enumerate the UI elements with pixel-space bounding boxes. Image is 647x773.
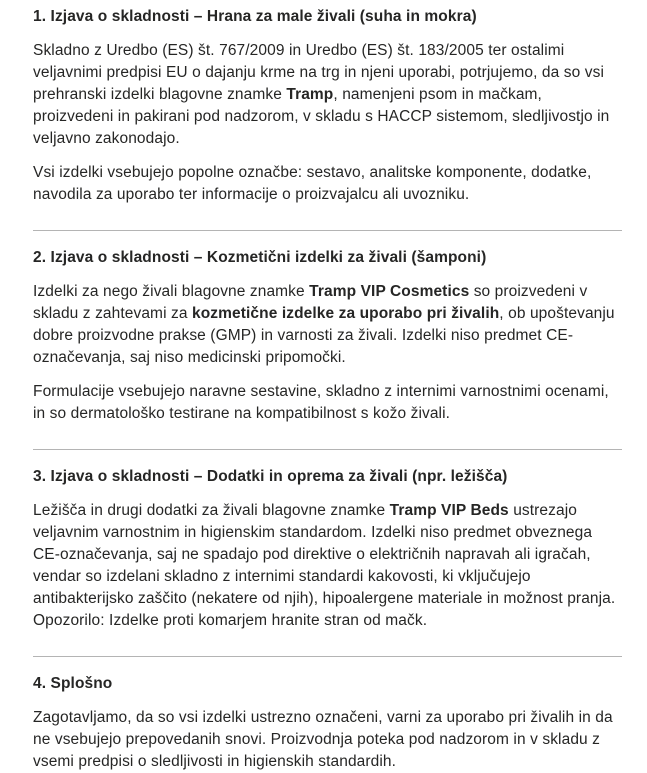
paragraph: [33, 162, 622, 206]
text-run: Izdelki za nego živali blagovne znamke: [33, 283, 310, 300]
text-run: , namenjeni psom in mačkam, proizvedeni in pakirani pod nadzorom, v skladu s HACCP sistemom, sledljivostjo in veljavno zakonodajo.: [33, 86, 610, 147]
text-run: so proizvedeni v skladu z zahtevami za: [33, 283, 588, 322]
paragraph: [33, 500, 622, 632]
section-divider: [33, 656, 622, 657]
paragraph: [33, 281, 622, 369]
section-heading-2: 2. Izjava o skladnosti – Kozmetični izdelki za živali (šamponi): [33, 249, 487, 266]
text-run: Formulacije vsebujejo naravne sestavine, skladno z internimi varnostnimi ocenami, in so dermatološko testirane na kompatibilnost s kožo živali.: [33, 383, 609, 422]
text-run: Zagotavljamo, da so vsi izdelki ustrezno označeni, varni za uporabo pri živalih in da ne vsebujejo prepovedanih snovi. Proizvodnja poteka pod nadzorom in v skladu z vsemi predpisi o sledljivosti in higienskih standardih.: [33, 709, 613, 770]
text-run: Vsi izdelki vsebujejo popolne označbe: sestavo, analitske komponente, dodatke, navodila za uporabo ter informacije o proizvajalcu ali uvozniku.: [33, 164, 592, 203]
bold-text: Tramp VIP Beds: [389, 502, 509, 519]
paragraph: [33, 707, 622, 773]
section-heading-1: 1. Izjava o skladnosti – Hrana za male živali (suha in mokra): [33, 8, 477, 25]
paragraph: [33, 40, 622, 150]
text-run: ustrezajo veljavnim varnostnim in higienskim standardom. Izdelki niso predmet obveznega CE-označevanja, saj ne spadajo pod direktive o električnih napravah ali igračah, vendar so izdelani skladno z internimi standardi kakovosti, ki vključujejo antibakterijsko zaščito (nekatere od njih), hipoalergene materiale in možnost pranja. Opozorilo: Izdelke proti komarjem hranite stran od mačk.: [33, 502, 616, 629]
bold-text: kozmetične izdelke za uporabo pri živalih: [192, 305, 500, 322]
section-heading-3: 3. Izjava o skladnosti – Dodatki in oprema za živali (npr. ležišča): [33, 468, 508, 485]
section-divider: [33, 230, 622, 231]
bold-text: Tramp: [286, 86, 334, 103]
text-run: , ob upoštevanju dobre proizvodne prakse (GMP) in varnosti za živali. Izdelki niso predmet CE-označevanja, saj niso medicinski pripomočki.: [33, 305, 615, 366]
text-run: Ležišča in drugi dodatki za živali blagovne znamke: [33, 502, 390, 519]
text-run: Skladno z Uredbo (ES) št. 767/2009 in Uredbo (ES) št. 183/2005 ter ostalimi veljavnimi predpisi EU o dajanju krme na trg in njeni uporabi, potrjujemo, da so vsi prehranski izdelki blagovne znamke: [33, 42, 604, 103]
paragraph: [33, 381, 622, 425]
bold-text: Tramp VIP Cosmetics: [309, 283, 470, 300]
section-heading-4: 4. Splošno: [33, 675, 113, 692]
section-divider: [33, 449, 622, 450]
